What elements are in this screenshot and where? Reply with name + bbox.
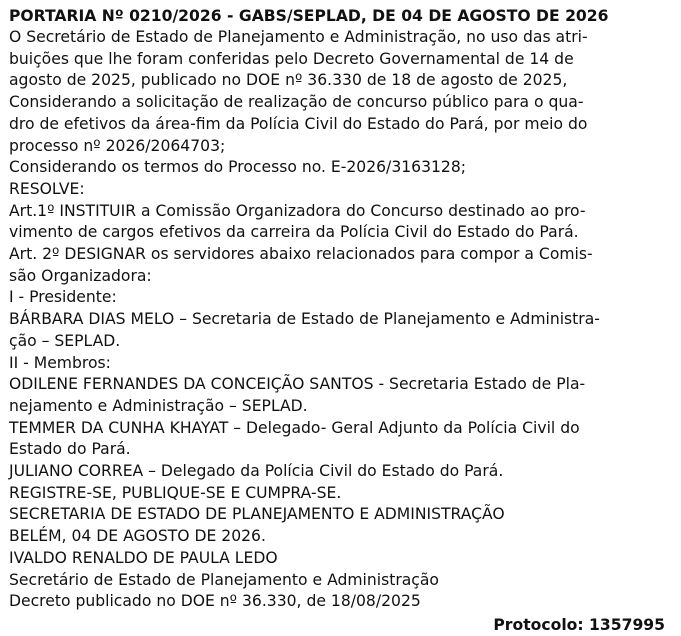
president-heading: I - Presidente: xyxy=(9,288,117,307)
resolve-heading: RESOLVE: xyxy=(9,179,85,198)
members-heading: II - Membros: xyxy=(9,353,111,372)
body-line: buições que lhe foram conferidas pelo Decreto Governamental de 14 de xyxy=(9,49,574,68)
body-line: O Secretário de Estado de Planejamento e Administração, no uso das atri- xyxy=(9,28,588,46)
portaria-title: PORTARIA Nº 0210/2026 - GABS/SEPLAD, DE 04 DE AGOSTO DE 2026 xyxy=(9,7,609,25)
article-1: Art.1º INSTITUIR a Comissão Organizadora do Concurso destinado ao pro- xyxy=(9,201,586,220)
article-2: Art. 2º DESIGNAR os servidores abaixo relacionados para compor a Comis- xyxy=(9,245,593,264)
body-line: dro de efetivos da área-fim da Polícia Civil do Estado do Pará, por meio do xyxy=(9,114,588,133)
member-entry-cont: Estado do Pará. xyxy=(9,440,131,459)
signatory-name: IVALDO RENALDO DE PAULA LEDO xyxy=(9,548,278,567)
decree-reference: Decreto publicado no DOE nº 36.330, de 18/08/2025 xyxy=(9,592,421,611)
protocol-number: Protocolo: 1357995 xyxy=(493,615,665,634)
issuing-office: SECRETARIA DE ESTADO DE PLANEJAMENTO E ADMINISTRAÇÃO xyxy=(9,505,505,524)
member-entry-cont: nejamento e Administração – SEPLAD. xyxy=(9,396,308,415)
place-date: BELÉM, 04 DE AGOSTO DE 2026. xyxy=(9,527,266,546)
president-entry: BÁRBARA DIAS MELO – Secretaria de Estado de Planejamento e Administra- xyxy=(9,310,600,329)
body-line: Considerando os termos do Processo no. E-2026/3163128; xyxy=(9,158,467,177)
body-line: Considerando a solicitação de realização de concurso público para o qua- xyxy=(9,93,584,112)
body-line: processo nº 2026/2064703; xyxy=(9,136,226,155)
body-line: agosto de 2025, publicado no DOE nº 36.330 de 18 de agosto de 2025, xyxy=(9,71,568,90)
article-1-cont: vimento de cargos efetivos da carreira da Polícia Civil do Estado do Pará. xyxy=(9,223,579,242)
member-entry: ODILENE FERNANDES DA CONCEIÇÃO SANTOS - Secretaria Estado de Pla- xyxy=(9,375,586,394)
signatory-role: Secretário de Estado de Planejamento e Administração xyxy=(9,570,439,589)
member-entry: JULIANO CORREA – Delegado da Polícia Civil do Estado do Pará. xyxy=(9,462,504,481)
president-entry-cont: ção – SEPLAD. xyxy=(9,331,121,350)
article-2-cont: são Organizadora: xyxy=(9,266,152,285)
portaria-document xyxy=(9,5,665,636)
closing-formula: REGISTRE-SE, PUBLIQUE-SE E CUMPRA-SE. xyxy=(9,483,342,502)
member-entry: TEMMER DA CUNHA KHAYAT – Delegado- Geral Adjunto da Polícia Civil do xyxy=(9,418,580,437)
